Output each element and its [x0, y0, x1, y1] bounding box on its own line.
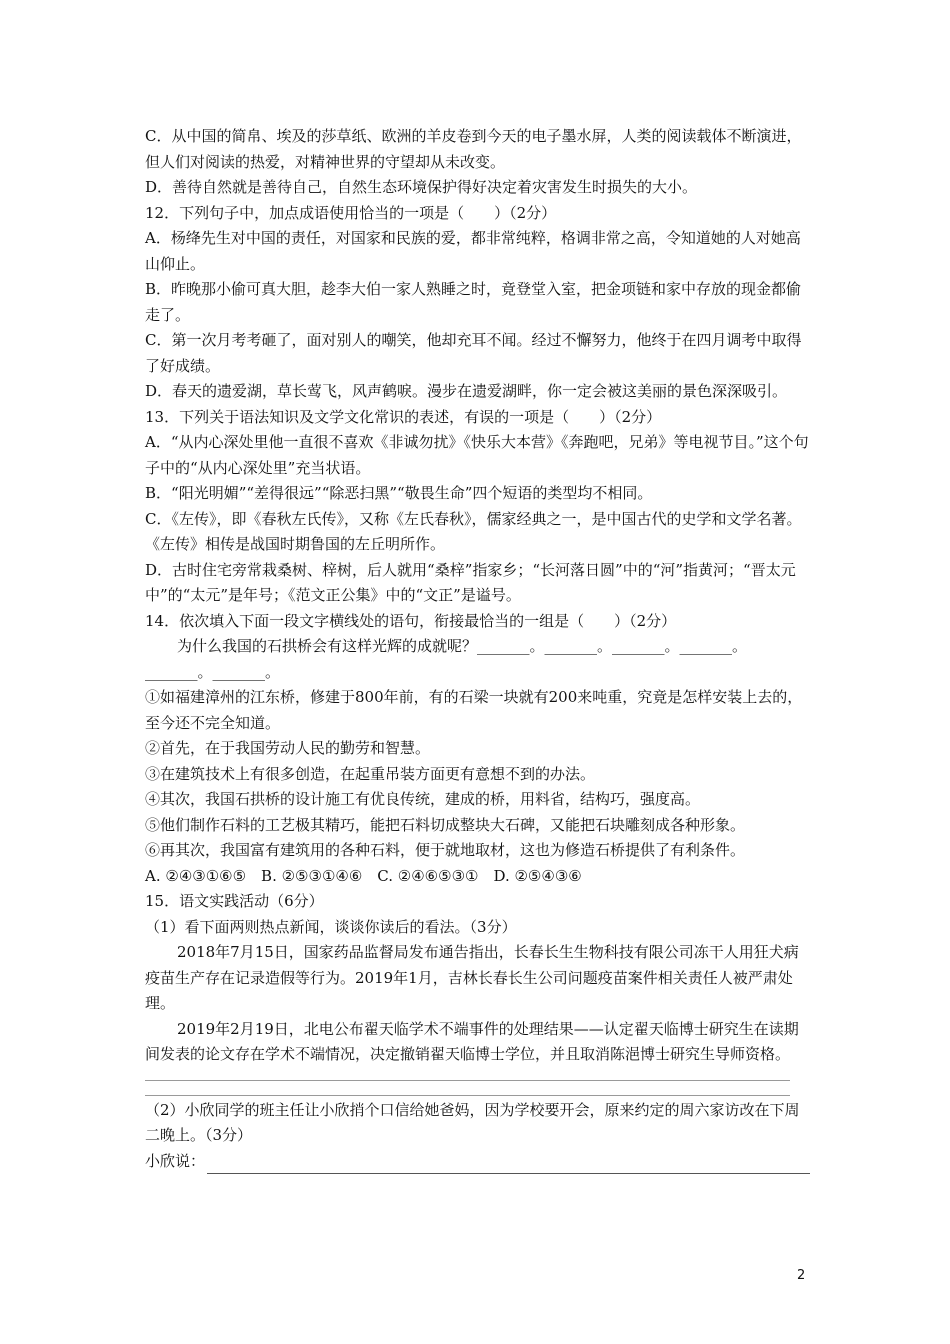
question-14-choices: A. ②④③①⑥⑤ B. ②⑤③①④⑥ C. ②④⑥⑤③① D. ②⑤④③⑥: [145, 866, 582, 885]
question-15-title: 15．语文实践活动（6分）: [145, 892, 324, 910]
question-14-stem: 14．依次填入下面一段文字横线处的语句，衔接最恰当的一组是（ ）（2分）: [145, 611, 677, 630]
question-14-sentence-6: ⑥再其次，我国富有建筑用的各种石料，便于就地取材，这也为修造石桥提供了有利条件。: [145, 841, 746, 859]
news-item-2: 2019年2月19日，北电公布翟天临学术不端事件的处理结果——认定翟天临博士研究生在读期间发表的论文存在学术不端情况，决定撤销翟天临博士学位，并且取消陈浥博士研究生导师资格。: [145, 1019, 799, 1063]
question-13-stem: 13．下列关于语法知识及文学文化常识的表述，有误的一项是（ ）（2分）: [145, 407, 662, 426]
page-content: [145, 124, 810, 1174]
question-11-option-d: D．善待自然就是善待自己，自然生态环境保护得好决定着灾害发生时损失的大小。: [145, 178, 698, 196]
answer-line-2[interactable]: [145, 1083, 790, 1096]
news-item-1: 2018年7月15日，国家药品监督局发布通告指出，长春长生生物科技有限公司冻干人用狂犬病疫苗生产存在记录造假等行为。2019年1月，吉林长春长生公司问题疫苗案件相关责任人被严肃处理。: [145, 943, 799, 1012]
question-13-option-c: C．《左传》，即《春秋左氏传》，又称《左氏春秋》，儒家经典之一，是中国古代的史学和文学名著。《左传》相传是战国时期鲁国的左丘明所作。: [145, 509, 802, 553]
question-14-sentence-5: ⑤他们制作石料的工艺极其精巧，能把石料切成整块大石碑，又能把石块雕刻成各种形象。: [145, 815, 746, 834]
question-13-option-a: A．“从内心深处里他一直很不喜欢《非诚勿扰》《快乐大本营》《奔跑吧，兄弟》等电视节目。”这个句子中的“从内心深处里”充当状语。: [145, 433, 809, 477]
question-12-option-b: B．昨晚那小偷可真大胆，趁李大伯一家人熟睡之时，竟登堂入室，把金项链和家中存放的现金都偷走了。: [145, 280, 802, 324]
question-14-sentence-1: ①如福建漳州的江东桥，修建于800年前，有的石梁一块就有200来吨重，究竟是怎样安装上去的，至今还不完全知道。: [145, 688, 803, 732]
question-12-stem: 12．下列句子中，加点成语使用恰当的一项是（ ）（2分）: [145, 203, 557, 222]
question-15-part-2: （2）小欣同学的班主任让小欣捎个口信给她爸妈，因为学校要开会，原来约定的周六家访改在下周二晚上。（3分）: [145, 1100, 800, 1144]
answer-line-1[interactable]: [145, 1068, 790, 1081]
question-11-option-c: C．从中国的简帛、埃及的莎草纸、欧洲的羊皮卷到今天的电子墨水屏，人类的阅读载体不断演进，但人们对阅读的热爱，对精神世界的守望却从未改变。: [145, 127, 802, 171]
answer-label: 小欣说：: [145, 1151, 206, 1170]
question-13-option-b: B．“阳光明媚”“差得很远”“除恶扫黑”“敬畏生命”四个短语的类型均不相同。: [145, 484, 653, 502]
question-14-sentence-2: ②首先，在于我国劳动人民的勤劳和智慧。: [145, 739, 431, 757]
question-13-option-d: D．古时住宅旁常栽桑树、梓树，后人就用“桑梓”指家乡；“长河落日圆”中的“河”指黄河；“晋太元中”的“太元”是年号；《范文正公集》中的“文正”是谥号。: [145, 560, 796, 604]
answer-line-3[interactable]: [207, 1155, 810, 1174]
question-14-passage: 为什么我国的石拱桥会有这样光辉的成就呢？_______。_______。_______。_______。_______。_______。: [145, 637, 748, 681]
question-12-option-d: D．春天的遗爱湖，草长莺飞，风声鹤唳。漫步在遗爱湖畔，你一定会被这美丽的景色深深吸引。: [145, 382, 788, 400]
question-14-sentence-4: ④其次，我国石拱桥的设计施工有优良传统，建成的桥，用料省，结构巧，强度高。: [145, 790, 701, 808]
page-number: 2: [797, 1268, 806, 1283]
question-15-part-1: （1）看下面两则热点新闻，谈谈你读后的看法。（3分）: [145, 917, 517, 936]
question-14-sentence-3: ③在建筑技术上有很多创造，在起重吊装方面更有意想不到的办法。: [145, 764, 596, 783]
question-12-option-c: C．第一次月考考砸了，面对别人的嘲笑，他却充耳不闻。经过不懈努力，他终于在四月调考中取得了好成绩。: [145, 331, 802, 375]
answer-row: [145, 1149, 810, 1175]
question-12-option-a: A．杨绛先生对中国的责任，对国家和民族的爱，都非常纯粹，格调非常之高，令知道她的人对她高山仰止。: [145, 229, 801, 273]
